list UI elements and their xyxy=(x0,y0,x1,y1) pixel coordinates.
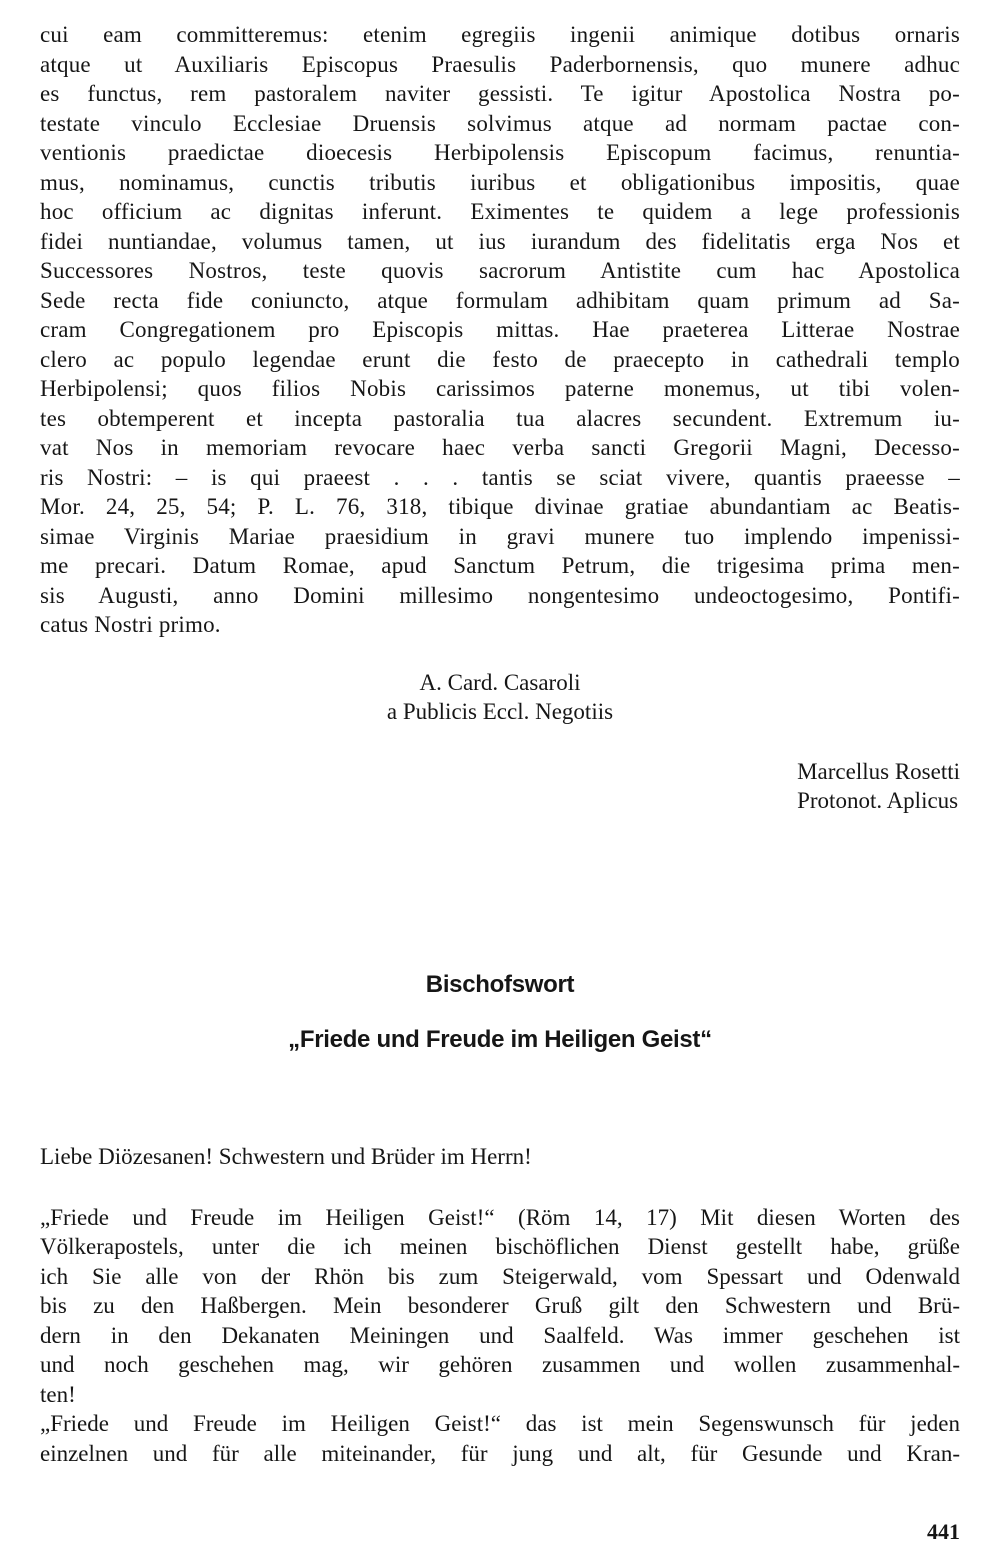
latin-line: Herbipolensi; quos filios Nobis carissimos paterne monemus, ut tibi volen- xyxy=(40,376,960,401)
latin-line: catus Nostri primo. xyxy=(40,612,221,637)
paragraph-1 xyxy=(40,1203,960,1410)
paragraph-line: ten! xyxy=(40,1381,76,1407)
latin-line: ventionis praedictae dioecesis Herbipolensis Episcopum facimus, renuntia- xyxy=(40,140,960,165)
signature-title: a Publicis Eccl. Negotiis xyxy=(386,699,614,724)
paragraph-line: „Friede und Freude im Heiligen Geist!“ (Röm 14, 17) Mit diesen Worten des xyxy=(40,1204,960,1230)
paragraph-line: ich Sie alle von der Rhön bis zum Steigerwald, vom Spessart und Odenwald xyxy=(40,1263,960,1289)
signature-title: Protonot. Aplicus xyxy=(797,788,959,813)
page-number: 441 xyxy=(927,1519,960,1544)
paragraph-2 xyxy=(40,1409,960,1468)
latin-line: Successores Nostros, teste quovis sacrorum Antistite cum hac Apostolica xyxy=(40,258,960,283)
paragraph-line: Völkerapostels, unter die ich meinen bischöflichen Dienst gestellt habe, grüße xyxy=(40,1234,960,1259)
latin-line: ris Nostri: – is qui praeest . . . tantis se sciat vivere, quantis praeesse – xyxy=(40,464,960,490)
section-subheading: „Friede und Freude im Heiligen Geist“ xyxy=(288,1026,712,1053)
latin-line: Sede recta fide coniuncto, atque formulam adhibitam quam primum ad Sa- xyxy=(40,287,960,313)
latin-line: tes obtemperent et incepta pastoralia tua alacres secundent. Extremum iu- xyxy=(40,405,960,431)
latin-line: cui eam committeremus: etenim egregiis ingenii animique dotibus ornaris xyxy=(40,22,960,47)
latin-line: hoc officium ac dignitas inferunt. Eximentes te quidem a lege professionis xyxy=(40,199,960,224)
latin-line: Mor. 24, 25, 54; P. L. 76, 318, tibique divinae gratiae abundantiam ac Beatis- xyxy=(40,494,960,519)
paragraph-line: „Friede und Freude im Heiligen Geist!“ das ist mein Segenswunsch für jeden xyxy=(40,1411,960,1436)
latin-line: vat Nos in memoriam revocare haec verba sancti Gregorii Magni, Decesso- xyxy=(40,435,960,460)
signature-name: Marcellus Rosetti xyxy=(797,759,960,784)
signature-name: A. Card. Casaroli xyxy=(419,670,581,695)
paragraph-line: und noch geschehen mag, wir gehören zusammen und wollen zusammenhal- xyxy=(40,1352,960,1377)
signature-casaroli xyxy=(0,668,1000,726)
latin-line: clero ac populo legendae erunt die festo de praecepto in cathedrali templo xyxy=(40,346,960,372)
section-heading: Bischofswort xyxy=(425,971,575,998)
signature-rosetti xyxy=(797,757,960,815)
latin-text-block xyxy=(40,20,960,640)
paragraph-line: bis zu den Haßbergen. Mein besonderer Gruß gilt den Schwestern und Brü- xyxy=(40,1293,960,1318)
greeting-line: Liebe Diözesanen! Schwestern und Brüder im Herrn! xyxy=(40,1144,532,1169)
latin-line: testate vinculo Ecclesiae Druensis solvimus atque ad normam pactae con- xyxy=(40,110,960,136)
paragraph-line: dern in den Dekanaten Meiningen und Saalfeld. Was immer geschehen ist xyxy=(40,1322,960,1348)
latin-line: fidei nuntiandae, volumus tamen, ut ius iurandum des fidelitatis erga Nos et xyxy=(40,228,960,254)
latin-line: mus, nominamus, cunctis tributis iuribus et obligationibus impositis, quae xyxy=(40,169,960,195)
paragraph-line: einzelnen und für alle miteinander, für jung und alt, für Gesunde und Kran- xyxy=(40,1440,960,1466)
latin-line: es functus, rem pastoralem naviter gessisti. Te igitur Apostolica Nostra po- xyxy=(40,81,960,106)
latin-line: cram Congregationem pro Episcopis mittas. Hae praeterea Litterae Nostrae xyxy=(40,317,960,342)
latin-line: simae Virginis Mariae praesidium in gravi munere tuo implendo impenissi- xyxy=(40,523,960,549)
latin-line: sis Augusti, anno Domini millesimo nongentesimo undeoctogesimo, Pontifi- xyxy=(40,582,960,608)
german-text-block xyxy=(40,1142,960,1468)
latin-line: me precari. Datum Romae, apud Sanctum Petrum, die trigesima prima men- xyxy=(40,553,960,578)
latin-line: atque ut Auxiliaris Episcopus Praesulis Paderbornensis, quo munere adhuc xyxy=(40,51,960,77)
